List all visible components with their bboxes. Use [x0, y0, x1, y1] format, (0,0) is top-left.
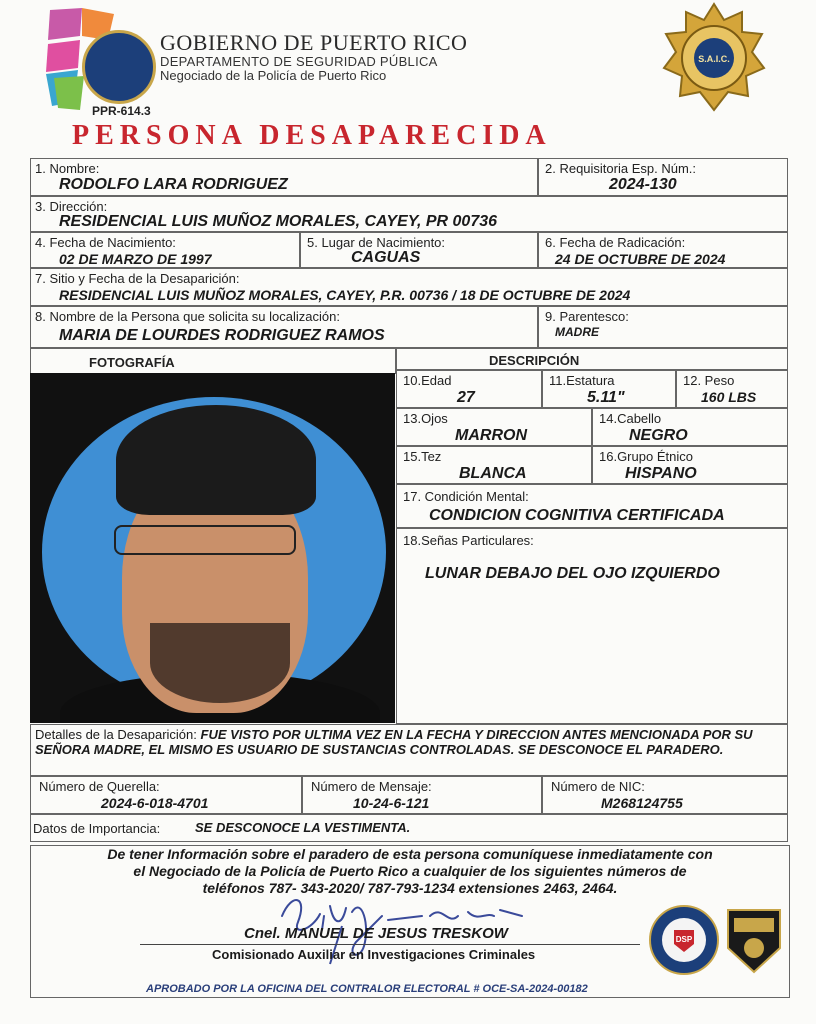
- parentesco-value: MADRE: [555, 325, 599, 339]
- signer-name: Cnel. MANUEL DE JESUS TRESKOW: [244, 925, 508, 942]
- solicitante-label: 8. Nombre de la Persona que solicita su localización:: [35, 309, 340, 324]
- badge-text: S.A.I.C.: [698, 54, 730, 64]
- solicitante-value: MARIA DE LOURDES RODRIGUEZ RAMOS: [59, 327, 385, 344]
- fecha-radicacion-value: 24 DE OCTUBRE DE 2024: [555, 251, 726, 267]
- puerto-rico-seal-icon: [82, 30, 156, 104]
- ojos-label: 13.Ojos: [403, 411, 448, 426]
- person-photo: [30, 373, 395, 723]
- parentesco-label: 9. Parentesco:: [545, 309, 629, 324]
- nic-label: Número de NIC:: [551, 779, 645, 794]
- police-bureau-seal-icon: [724, 904, 784, 976]
- photo-header: FOTOGRAFÍA: [89, 355, 175, 370]
- field-solicitante: [30, 306, 538, 348]
- police-bureau-name: Negociado de la Policía de Puerto Rico: [160, 68, 387, 83]
- signer-title: Comisionado Auxiliar en Investigaciones Criminales: [212, 947, 536, 962]
- field-mensaje: [302, 776, 542, 814]
- description-header: DESCRIPCIÓN: [489, 353, 580, 368]
- field-parentesco: [538, 306, 788, 348]
- importancia-value: SE DESCONOCE LA VESTIMENTA.: [195, 820, 411, 835]
- government-name: GOBIERNO DE PUERTO RICO: [160, 30, 468, 55]
- field-condicion-mental: [396, 484, 788, 528]
- department-name: DEPARTAMENTO DE SEGURIDAD PÚBLICA: [160, 54, 438, 69]
- requisitoria-value: 2024-130: [609, 176, 677, 193]
- field-senas-particulares: [396, 528, 788, 724]
- edad-label: 10.Edad: [403, 373, 452, 388]
- fecha-nacimiento-label: 4. Fecha de Nacimiento:: [35, 235, 176, 250]
- sitio-fecha-value: RESIDENCIAL LUIS MUÑOZ MORALES, CAYEY, P.R. 00736 / 18 DE OCTUBRE DE 2024: [59, 287, 631, 303]
- approval-notice: APROBADO POR LA OFICINA DEL CONTRALOR ELECTORAL # OCE-SA-2024-00182: [146, 983, 588, 995]
- field-cabello: [592, 408, 788, 446]
- direccion-label: 3. Dirección:: [35, 199, 108, 214]
- tez-value: BLANCA: [459, 465, 527, 482]
- photo-glasses: [114, 525, 296, 555]
- querella-label: Número de Querella:: [39, 779, 160, 794]
- sitio-fecha-label: 7. Sitio y Fecha de la Desaparición:: [35, 271, 240, 286]
- field-querella: [30, 776, 302, 814]
- field-direccion: [30, 196, 788, 232]
- peso-label: 12. Peso: [683, 373, 735, 388]
- grupo-etnico-value: HISPANO: [625, 465, 697, 482]
- contact-line-2: el Negociado de la Policía de Puerto Rico a cualquier de los siguientes números de: [133, 863, 687, 879]
- field-estatura: [542, 370, 676, 408]
- detalles-label: Detalles de la Desaparición:: [35, 727, 197, 742]
- peso-value: 160 LBS: [701, 389, 757, 405]
- description-section: [396, 348, 788, 370]
- field-fecha-nacimiento: [30, 232, 300, 268]
- field-grupo-etnico: [592, 446, 788, 484]
- field-detalles: [30, 724, 788, 776]
- contact-line-1: De tener Información sobre el paradero de esta persona comuníquese inmediatamente con: [107, 846, 713, 862]
- dsp-seal-icon: [648, 904, 720, 976]
- nombre-label: 1. Nombre:: [35, 161, 100, 176]
- svg-text:DSP: DSP: [675, 935, 693, 944]
- signature-line: [140, 944, 640, 945]
- police-badge-icon: [662, 2, 766, 114]
- field-tez: [396, 446, 592, 484]
- cabello-value: NEGRO: [629, 427, 688, 444]
- cabello-label: 14.Cabello: [599, 411, 662, 426]
- field-nombre: [30, 158, 538, 196]
- fecha-radicacion-label: 6. Fecha de Radicación:: [545, 235, 686, 250]
- estatura-label: 11.Estatura: [549, 373, 615, 388]
- photo-section: [30, 348, 396, 374]
- field-importancia: [30, 814, 788, 842]
- photo-beard: [150, 623, 290, 703]
- nombre-value: RODOLFO LARA RODRIGUEZ: [59, 176, 288, 193]
- lugar-nacimiento-label: 5. Lugar de Nacimiento:: [307, 235, 446, 250]
- contact-line-3: teléfonos 787- 343-2020/ 787-793-1234 extensiones 2463, 2464.: [202, 880, 618, 896]
- fecha-nacimiento-value: 02 DE MARZO DE 1997: [59, 251, 212, 267]
- edad-value: 27: [457, 389, 475, 406]
- field-sitio-fecha: [30, 268, 788, 306]
- direccion-value: RESIDENCIAL LUIS MUÑOZ MORALES, CAYEY, PR 00736: [59, 213, 498, 230]
- detalles-text: FUE VISTO POR ULTIMA VEZ EN LA FECHA Y DIRECCION ANTES MENCIONADA POR SU SEÑORA MADRE, EL MISMO ES USUARIO DE SUSTANCIAS CONTROLADAS. SE DESCONOCE EL PARADERO.: [35, 727, 753, 757]
- nic-value: M268124755: [601, 795, 683, 811]
- field-requisitoria: [538, 158, 788, 196]
- photo-cap: [116, 405, 316, 515]
- field-fecha-radicacion: [538, 232, 788, 268]
- field-peso: [676, 370, 788, 408]
- importancia-label: Datos de Importancia:: [33, 821, 161, 836]
- querella-value: 2024-6-018-4701: [101, 795, 209, 811]
- ojos-value: MARRON: [455, 427, 527, 444]
- field-nic: [542, 776, 788, 814]
- condicion-mental-label: 17. Condición Mental:: [403, 489, 529, 504]
- flyer-title: PERSONA DESAPARECIDA: [72, 120, 552, 151]
- mensaje-value: 10-24-6-121: [353, 795, 430, 811]
- estatura-value: 5.11": [587, 389, 625, 406]
- senas-label: 18.Señas Particulares:: [403, 533, 534, 548]
- condicion-mental-value: CONDICION COGNITIVA CERTIFICADA: [429, 507, 725, 524]
- field-lugar-nacimiento: [300, 232, 538, 268]
- lugar-nacimiento-value: CAGUAS: [351, 249, 421, 266]
- senas-value: LUNAR DEBAJO DEL OJO IZQUIERDO: [425, 565, 720, 582]
- mensaje-label: Número de Mensaje:: [311, 779, 432, 794]
- field-edad: [396, 370, 542, 408]
- grupo-etnico-label: 16.Grupo Étnico: [599, 449, 693, 464]
- requisitoria-label: 2. Requisitoria Esp. Núm.:: [545, 161, 697, 176]
- tez-label: 15.Tez: [403, 449, 442, 464]
- field-ojos: [396, 408, 592, 446]
- form-code: PPR-614.3: [92, 104, 151, 118]
